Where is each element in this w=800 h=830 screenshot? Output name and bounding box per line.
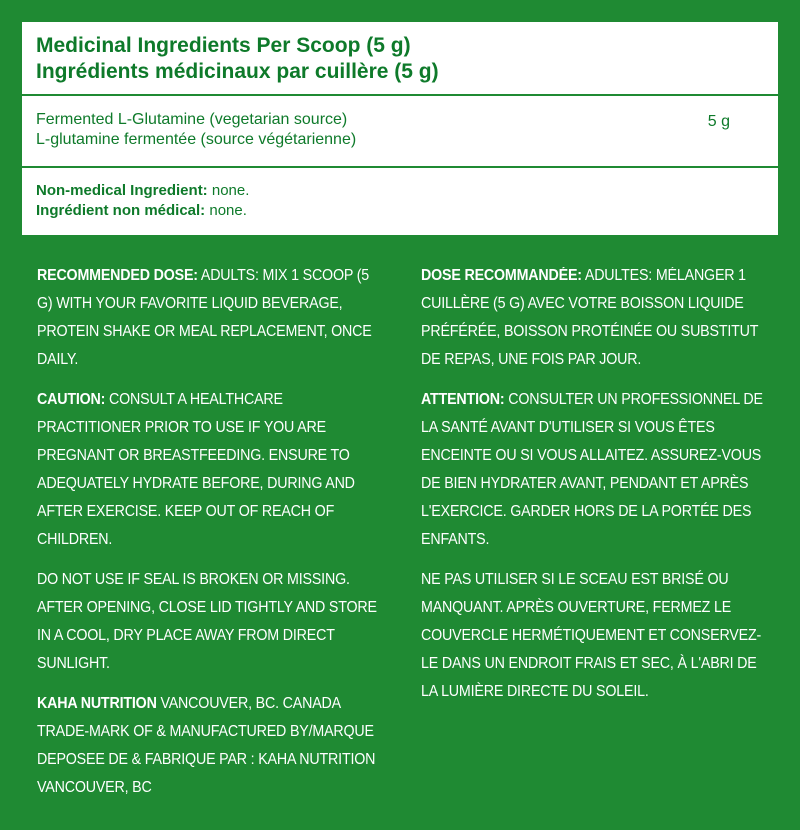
company-address: VANCOUVER, BC. CANADA TRADE-MARK OF & MANUFACTURED BY/MARQUE DEPOSEE DE & FABRIQUE PAR : KAHA NUTRITION VANCOUVER, BC bbox=[37, 695, 376, 796]
dose-recommandee-label: DOSE RECOMMANDÉE: bbox=[421, 267, 582, 284]
ingredient-name-french: L-glutamine fermentée (source végétarienne) bbox=[36, 131, 357, 148]
french-directions-column bbox=[421, 262, 772, 718]
dose-recommandee-text: ADULTES: MÉLANGER 1 CUILLÈRE (5 G) AVEC VOTRE BOISSON LIQUIDE PRÉFÉRÉE, BOISSON PROTÉINÉE OU SUBSTITUT DE REPAS, UNE FOIS PAR JOUR. bbox=[421, 267, 759, 368]
recommended-dose-french bbox=[421, 262, 772, 374]
non-medical-ingredient-english bbox=[36, 182, 249, 200]
attention-text: CONSULTER UN PROFESSIONNEL DE LA SANTÉ AVANT D'UTILISER SI VOUS ÊTES ENCEINTE OU SI VOUS ALLAITEZ. ASSUREZ-VOUS DE BIEN HYDRATER AVANT, PENDANT ET APRÈS L'EXERCICE. GARDER HORS DE LA PORTÉE DES ENFANTS. bbox=[421, 391, 763, 548]
non-medical-value-french: none. bbox=[205, 202, 247, 219]
english-directions-column bbox=[37, 262, 387, 814]
company-name: KAHA NUTRITION bbox=[37, 695, 157, 712]
panel-divider-top bbox=[22, 94, 778, 96]
non-medical-ingredient-french bbox=[36, 202, 247, 220]
non-medical-value-english: none. bbox=[207, 182, 250, 199]
non-medical-label-french: Ingrédient non médical: bbox=[36, 202, 206, 219]
caution-text: CONSULT A HEALTHCARE PRACTITIONER PRIOR TO USE IF YOU ARE PREGNANT OR BREASTFEEDING. ENSURE TO ADEQUATELY HYDRATE BEFORE, DURING AND AFTER EXERCISE. KEEP OUT OF REACH OF CHILDREN. bbox=[37, 391, 355, 548]
attention-french bbox=[421, 386, 772, 554]
ingredient-amount: 5 g bbox=[707, 113, 730, 130]
seal-warning-french: NE PAS UTILISER SI LE SCEAU EST BRISÉ OU MANQUANT. APRÈS OUVERTURE, FERMEZ LE COUVERCLE HERMÉTIQUEMENT ET CONSERVEZ-LE DANS UN ENDROIT FRAIS ET SEC, À L'ABRI DE LA LUMIÈRE DIRECTE DU SOLEIL. bbox=[421, 571, 762, 700]
recommended-dose-text: ADULTS: MIX 1 SCOOP (5 G) WITH YOUR FAVORITE LIQUID BEVERAGE, PROTEIN SHAKE OR MEAL REPLACEMENT, ONCE DAILY. bbox=[37, 267, 372, 368]
caution-english bbox=[37, 386, 387, 554]
recommended-dose-english bbox=[37, 262, 387, 374]
panel-divider-bottom bbox=[22, 166, 778, 168]
panel-title-french: Ingrédients médicinaux par cuillère (5 g) bbox=[36, 60, 439, 83]
company-info bbox=[37, 690, 387, 802]
seal-warning-english: DO NOT USE IF SEAL IS BROKEN OR MISSING. AFTER OPENING, CLOSE LID TIGHTLY AND STORE IN A COOL, DRY PLACE AWAY FROM DIRECT SUNLIGHT. bbox=[37, 571, 377, 672]
panel-title-english: Medicinal Ingredients Per Scoop (5 g) bbox=[36, 34, 411, 57]
recommended-dose-label: RECOMMENDED DOSE: bbox=[37, 267, 198, 284]
attention-label: ATTENTION: bbox=[421, 391, 505, 408]
medicinal-ingredients-panel bbox=[22, 22, 778, 235]
non-medical-label-english: Non-medical Ingredient: bbox=[36, 182, 208, 199]
caution-label: CAUTION: bbox=[37, 391, 106, 408]
ingredient-name-english: Fermented L-Glutamine (vegetarian source) bbox=[36, 111, 348, 128]
